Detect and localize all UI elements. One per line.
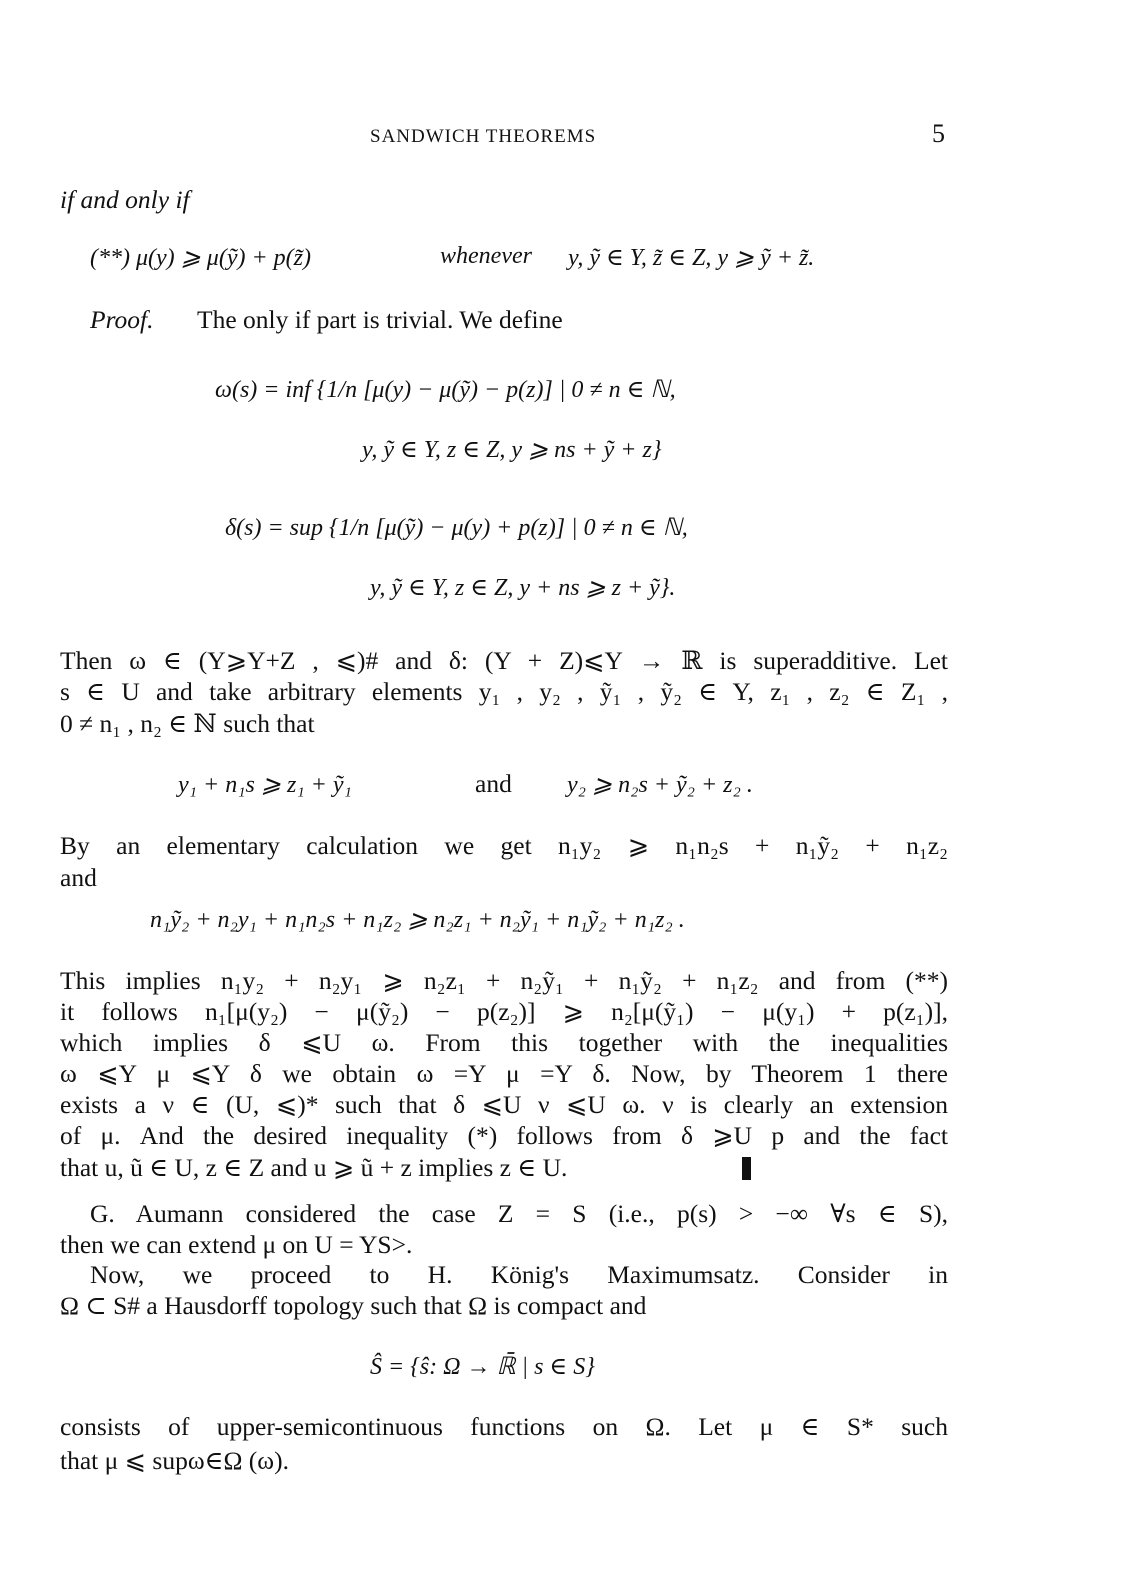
- paragraph-3-line-7: that u, ũ ∈ U, z ∈ Z and u ⩾ ũ + z implies z ∈ U.: [60, 1153, 568, 1182]
- paragraph-3-line-5: exists a ν ∈ (U, ⩽)* such that δ ⩽U ν ⩽U ω. ν is clearly an extension: [60, 1090, 948, 1119]
- paragraph-1-line-2: s ∈ U and take arbitrary elements y₁ , y₂ , ỹ₁ , ỹ₂ ∈ Y, z₁ , z₂ ∈ Z₁ ,: [60, 677, 948, 706]
- paragraph-3-line-4: ω ⩽Y μ ⩽Y δ we obtain ω =Y μ =Y δ. Now, by Theorem 1 there: [60, 1059, 948, 1088]
- omega-definition-line-1: ω(s) = inf {1/n [μ(y) − μ(ỹ) − p(z)] | 0 ≠ n ∈ ℕ,: [215, 377, 676, 403]
- condition-domain: y, ỹ ∈ Y, z̃ ∈ Z, y ⩾ ỹ + z̃.: [568, 245, 815, 271]
- paragraph-1-line-3: 0 ≠ n₁ , n₂ ∈ ℕ such that: [60, 709, 315, 738]
- omega-definition-line-2: y, ỹ ∈ Y, z ∈ Z, y ⩾ ns + ỹ + z}: [362, 437, 662, 463]
- paragraph-3-line-6: of μ. And the desired inequality (*) follows from δ ⩾U p and the fact: [60, 1121, 948, 1150]
- paragraph-1-line-1: Then ω ∈ (Y⩾Y+Z , ⩽)# and δ: (Y + Z)⩽Y → ℝ is superadditive. Let: [60, 646, 948, 675]
- proof-text: The only if part is trivial. We define: [197, 305, 563, 334]
- paragraph-3-line-1: This implies n₁y₂ + n₂y₁ ⩾ n₂z₁ + n₂ỹ₁ + n₁ỹ₂ + n₁z₂ and from (**): [60, 966, 948, 995]
- s-hat-definition: Ŝ = {ŝ: Ω → ℝ̄ | s ∈ S}: [370, 1354, 595, 1380]
- intro-phrase: if and only if: [60, 185, 190, 214]
- paragraph-6-line-1: consists of upper-semicontinuous functions on Ω. Let μ ∈ S* such: [60, 1412, 948, 1441]
- delta-definition-line-2: y, ỹ ∈ Y, z ∈ Z, y + ns ⩾ z + ỹ}.: [370, 575, 676, 601]
- page-number: 5: [932, 119, 945, 148]
- condition-whenever: whenever: [440, 243, 532, 269]
- condition-formula: (**) μ(y) ⩾ μ(ỹ) + p(z̃): [90, 245, 311, 271]
- paragraph-5-line-2: Ω ⊂ S# a Hausdorff topology such that Ω is compact and: [60, 1291, 647, 1320]
- qed-mark: [742, 1157, 751, 1180]
- running-title: SANDWICH THEOREMS: [370, 126, 597, 147]
- inequality-right: y₂ ⩾ n₂s + ỹ₂ + z₂ .: [567, 772, 753, 798]
- proof-label: Proof.: [90, 305, 154, 334]
- paragraph-6-line-2: that μ ⩽ supω∈Ω (ω).: [60, 1446, 289, 1475]
- paragraph-2-line-2: and: [60, 863, 97, 892]
- paragraph-3-line-2: it follows n₁[μ(y₂) − μ(ỹ₂) − p(z₂)] ⩾ n₂[μ(ỹ₁) − μ(y₁) + p(z₁)],: [60, 997, 948, 1026]
- sum-inequality: n₁ỹ₂ + n₂y₁ + n₁n₂s + n₁z₂ ⩾ n₂z₁ + n₂ỹ₁ + n₁ỹ₂ + n₁z₂ .: [150, 907, 685, 933]
- inequality-left: y₁ + n₁s ⩾ z₁ + ỹ₁: [178, 772, 352, 798]
- paragraph-4-line-1: G. Aumann considered the case Z = S (i.e., p(s) > −∞ ∀s ∈ S),: [90, 1199, 948, 1228]
- paragraph-4-line-2: then we can extend μ on U = YS>.: [60, 1230, 413, 1259]
- inequality-and: and: [475, 769, 512, 798]
- paragraph-3-line-3: which implies δ ⩽U ω. From this together with the inequalities: [60, 1028, 948, 1057]
- delta-definition-line-1: δ(s) = sup {1/n [μ(ỹ) − μ(y) + p(z)] | 0 ≠ n ∈ ℕ,: [225, 515, 688, 541]
- paragraph-5-line-1: Now, we proceed to H. König's Maximumsatz. Consider in: [90, 1260, 948, 1289]
- paragraph-2-line-1: By an elementary calculation we get n₁y₂ ⩾ n₁n₂s + n₁ỹ₂ + n₁z₂: [60, 831, 948, 860]
